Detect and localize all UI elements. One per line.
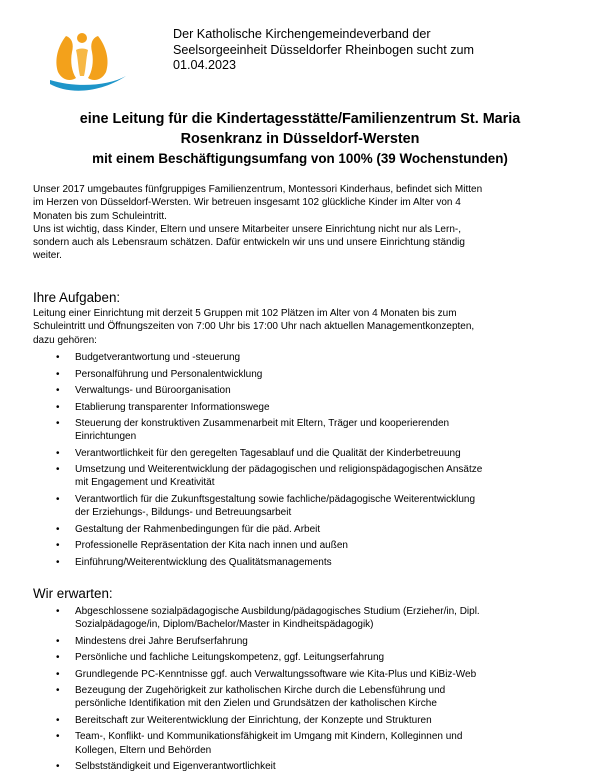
list-item: [0, 401, 600, 414]
tasks-intro-line: Schuleintritt und Öffnungszeiten von 7:00 Uhr bis 17:00 Uhr nach aktuellen Managementkonzepten,: [33, 321, 475, 333]
list-item-text: Verantwortlich für die Zukunftsgestaltung sowie fachliche/pädagogische Weiterentwicklung: [75, 493, 476, 505]
list-item: [0, 651, 600, 664]
bullet-icon: •: [56, 401, 60, 413]
list-item-text: Gestaltung der Rahmenbedingungen für die päd. Arbeit: [75, 523, 321, 535]
bullet-icon: •: [56, 464, 60, 476]
expectations-heading: Wir erwarten:: [33, 586, 113, 601]
list-item-text: der Erziehungs-, Bildungs- und Betreuungsarbeit: [75, 507, 292, 519]
bullet-icon: •: [56, 447, 60, 459]
bullet-icon: •: [56, 668, 60, 680]
job-title: [24, 110, 576, 168]
header-employer-text: [173, 27, 573, 74]
list-item-text: Professionelle Repräsentation der Kita nach innen und außen: [75, 540, 348, 552]
tasks-intro-paragraph: [33, 307, 573, 347]
list-item-text: Verwaltungs- und Büroorganisation: [75, 385, 231, 396]
list-item-text: Personalführung und Personalentwicklung: [75, 368, 263, 380]
bullet-icon: •: [56, 652, 60, 664]
list-item: [0, 668, 600, 681]
list-item: [0, 556, 600, 569]
header-line: Seelsorgeeinheit Düsseldorfer Rheinbogen sucht zum: [173, 42, 475, 57]
bullet-icon: •: [56, 368, 60, 380]
bullet-icon: •: [56, 606, 60, 617]
list-item-text: Einrichtungen: [75, 431, 137, 443]
list-item: [0, 384, 600, 397]
list-item: [0, 368, 600, 381]
bullet-icon: •: [56, 731, 60, 743]
expectations-list: [0, 605, 600, 777]
list-item-text: Selbstständigkeit und Eigenverantwortlichkeit: [75, 761, 276, 773]
list-item: [0, 605, 600, 631]
tasks-list: [0, 351, 600, 572]
catholic-church-logo-icon: [48, 28, 130, 96]
list-item-text: persönliche Identifikation mit den Zielen und Grundsätzen der katholischen Kirche: [75, 698, 437, 710]
bullet-icon: •: [56, 761, 60, 773]
intro-paragraph: [33, 183, 573, 263]
list-item-text: Umsetzung und Weiterentwicklung der pädagogischen und religionspädagogischen Ansätze: [75, 464, 483, 476]
tasks-heading: Ihre Aufgaben:: [33, 290, 121, 305]
list-item-text: Budgetverantwortung und -steuerung: [75, 352, 241, 363]
intro-line: Uns ist wichtig, dass Kinder, Eltern und unsere Mitarbeiter unsere Einrichtung nicht nur als Lern-,: [33, 223, 461, 235]
job-title-line: Rosenkranz in Düsseldorf-Wersten: [180, 130, 420, 147]
bullet-icon: •: [56, 540, 60, 552]
list-item-text: Kollegen, Eltern und Behörden: [75, 744, 212, 756]
bullet-icon: •: [56, 635, 60, 647]
header-line: 01.04.2023: [173, 58, 237, 73]
list-item-text: Verantwortlichkeit für den geregelten Tagesablauf und die Qualität der Kinderbetreuung: [75, 447, 461, 459]
list-item-text: Team-, Konflikt- und Kommunikationsfähigkeit im Umgang mit Kindern, Kolleginnen und: [75, 731, 463, 743]
bullet-icon: •: [56, 418, 60, 429]
bullet-icon: •: [56, 493, 60, 505]
intro-line: Unser 2017 umgebautes fünfgruppiges Familienzentrum, Montessori Kinderhaus, befindet sich Mitten: [33, 184, 483, 195]
bullet-icon: •: [56, 685, 60, 697]
tasks-intro-line: Leitung einer Einrichtung mit derzeit 5 Gruppen mit 102 Plätzen im Alter von 4 Monaten bis zum: [33, 308, 457, 319]
list-item-text: Sozialpädagoge/in, Diplom/Bachelor/Master in Kindheitspädagogik): [75, 619, 374, 631]
list-item-text: Bezeugung der Zugehörigkeit zur katholischen Kirche durch die Lebensführung und: [75, 685, 446, 697]
job-scope-line: mit einem Beschäftigungsumfang von 100% (39 Wochenstunden): [92, 151, 508, 166]
bullet-icon: •: [56, 352, 60, 363]
bullet-icon: •: [56, 556, 60, 568]
intro-line: Monaten bis zum Schuleintritt.: [33, 210, 167, 222]
intro-line: sondern auch als Lebensraum schätzen. Dafür entwickeln wir uns und unsere Einrichtung ständig: [33, 237, 465, 249]
intro-line: weiter.: [33, 250, 62, 262]
header-line: Der Katholische Kirchengemeindeverband der: [173, 27, 431, 41]
list-item: [0, 447, 600, 460]
bullet-icon: •: [56, 714, 60, 726]
list-item-text: Persönliche und fachliche Leitungskompetenz, ggf. Leitungserfahrung: [75, 652, 385, 664]
bullet-icon: •: [56, 523, 60, 535]
list-item-text: Einführung/Weiterentwicklung des Qualitätsmanagements: [75, 556, 332, 568]
list-item: [0, 730, 600, 756]
list-item: [0, 351, 600, 364]
list-item-text: Mindestens drei Jahre Berufserfahrung: [75, 635, 248, 647]
tasks-intro-line: dazu gehören:: [33, 334, 97, 346]
list-item: [0, 684, 600, 710]
intro-line: im Herzen von Düsseldorf-Wersten. Wir betreuen insgesamt 102 glückliche Kinder im Alter von 4: [33, 197, 461, 209]
list-item-text: Grundlegende PC-Kenntnisse ggf. auch Verwaltungssoftware wie Kita-Plus und KiBiz-Web: [75, 668, 477, 680]
list-item: [0, 635, 600, 648]
list-item-text: Bereitschaft zur Weiterentwicklung der Einrichtung, der Konzepte und Strukturen: [75, 714, 432, 726]
list-item: [0, 463, 600, 489]
list-item: [0, 760, 600, 773]
list-item: [0, 523, 600, 536]
list-item-text: Abgeschlossene sozialpädagogische Ausbildung/pädagogisches Studium (Erzieher/in, Dipl.: [75, 606, 480, 617]
list-item: [0, 714, 600, 727]
list-item-text: Etablierung transparenter Informationswege: [75, 401, 270, 413]
bullet-icon: •: [56, 385, 60, 396]
list-item: [0, 539, 600, 552]
list-item-text: Steuerung der konstruktiven Zusammenarbeit mit Eltern, Träger und kooperierenden: [75, 418, 450, 429]
job-title-line: eine Leitung für die Kindertagesstätte/Familienzentrum St. Maria: [79, 111, 521, 127]
list-item: [0, 417, 600, 443]
list-item-text: mit Engagement und Kreativität: [75, 477, 215, 489]
list-item: [0, 493, 600, 519]
